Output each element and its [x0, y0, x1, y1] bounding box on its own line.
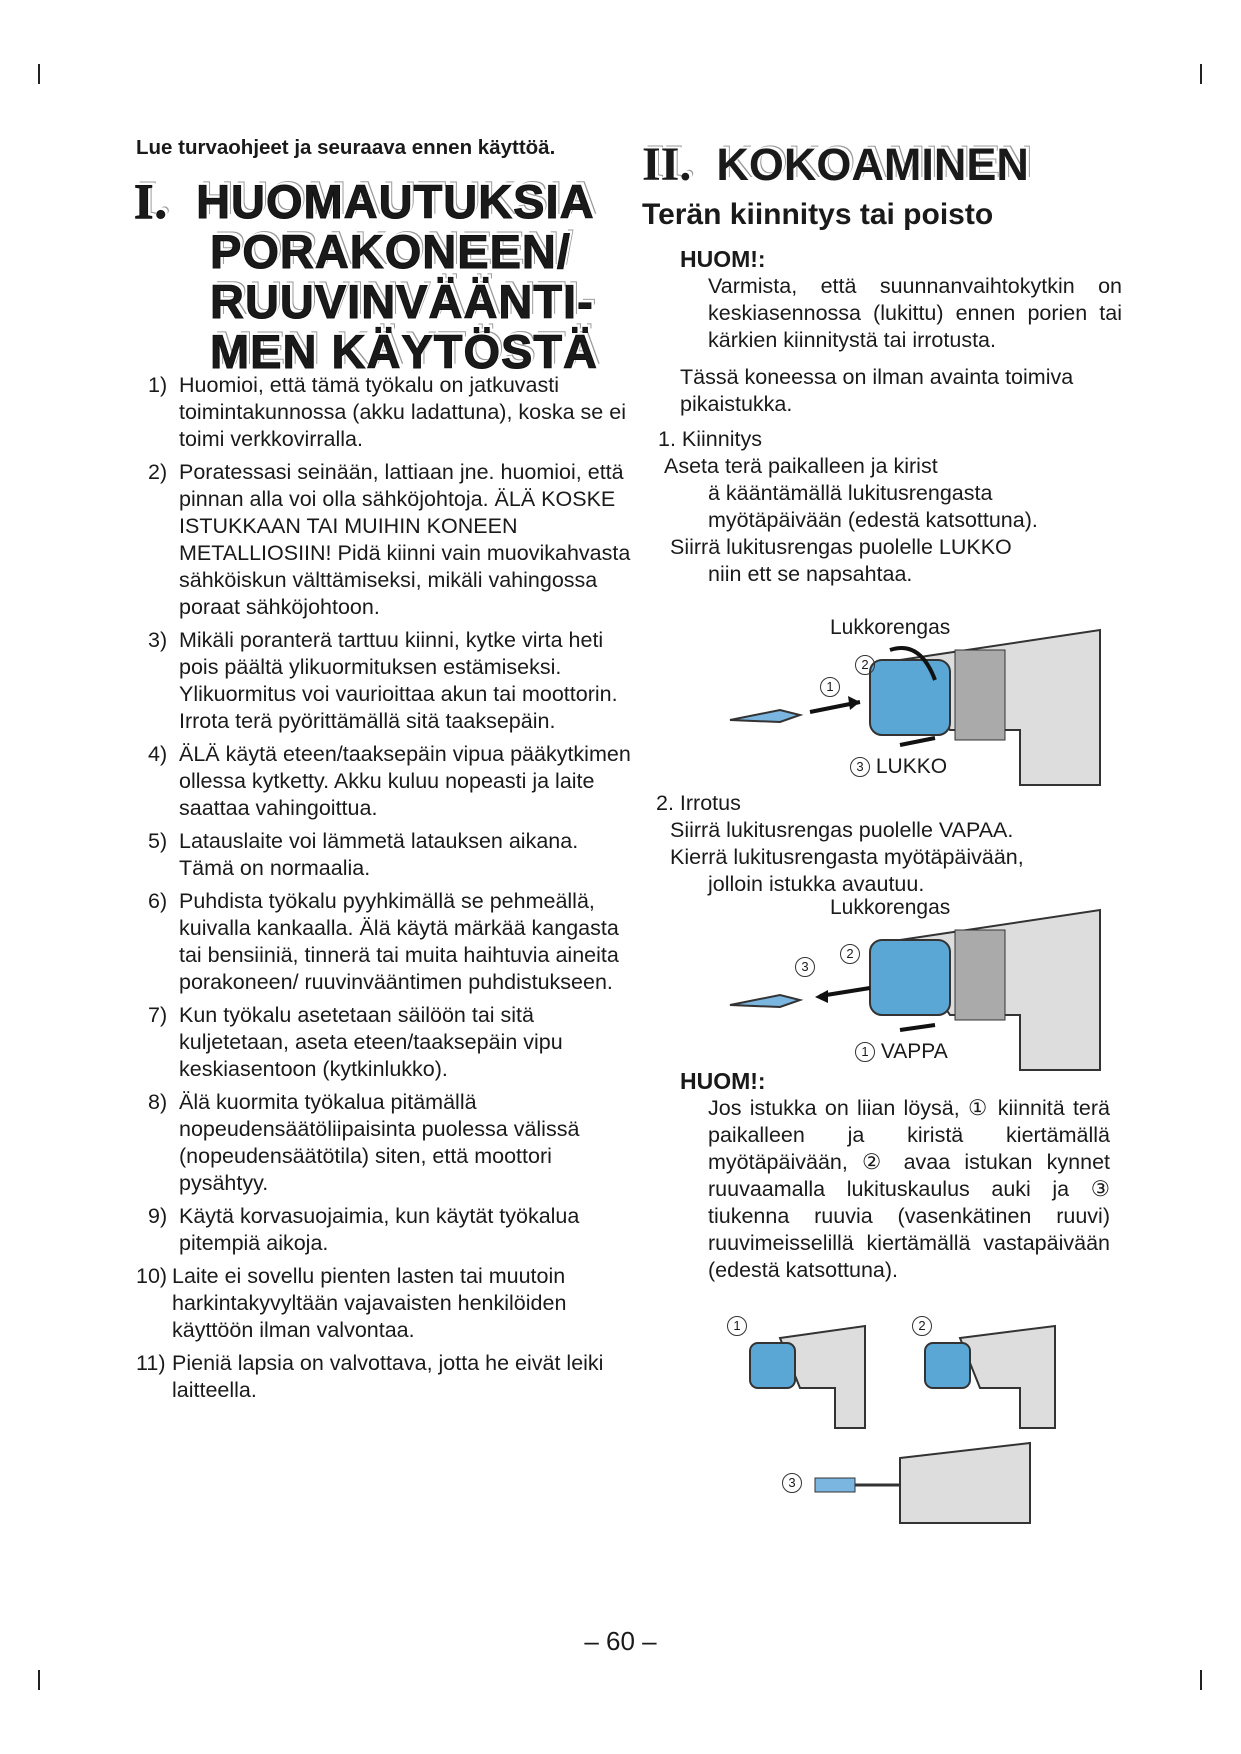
list-item [148, 1002, 638, 1083]
free-text: VAPPA [880, 1040, 948, 1063]
note-text: Varmista, että suunnanvaihtokytkin on keskiasennossa (lukittu) ennen porien tai kärkien kiinnitystä tai irrotusta. [708, 274, 1122, 352]
item-text: Laite ei sovellu pienten lasten tai muutoin harkintakyvyltään vajavaisten henkilöiden käyttöön ilman valvontaa. [172, 1264, 567, 1342]
item-number: 11) [136, 1351, 166, 1375]
note-text: Jos istukka on liian löysä, ① kiinnitä terä paikalleen ja kiristä kiertämällä myötäpäivään, ② avaa istukan kynnet ruuvaamalla lukituskaulus auki ja ③ tiukenna ruuvia (vasenkätinen ruuvi) ruuvimeisselillä kiertämällä vastapäivään (edestä katsottuna). [708, 1096, 1110, 1282]
step-line: Kierrä lukitusrengasta myötäpäivään, [670, 845, 1024, 869]
free-label [855, 1040, 948, 1064]
list-item [148, 741, 638, 822]
list-item [136, 1263, 638, 1344]
drill-chuck-illustration [720, 1318, 1070, 1538]
section2-heading [642, 140, 1122, 190]
list-item [148, 1089, 638, 1197]
figure-remove-bit [720, 896, 1110, 1075]
step-circle-1: 1 [820, 677, 840, 697]
step-line: jolloin istukka avautuu. [708, 872, 925, 896]
step-line: Siirrä lukitusrengas puolelle VAPAA. [670, 818, 1014, 842]
item-text: Pieniä lapsia on valvottava, jotta he eivät leiki laitteella. [172, 1351, 604, 1402]
list-item [148, 888, 638, 996]
crop-mark [1200, 1670, 1202, 1690]
item-text: Kun työkalu asetetaan säilöön tai sitä kuljetetaan, aseta eteen/taaksepäin vipu keskiasentoon (kytkinlukko). [179, 1003, 563, 1081]
list-item [148, 627, 638, 735]
lock-label [850, 755, 947, 779]
item-text: ÄLÄ käytä eteen/taaksepäin vipua pääkytkimen ollessa kytketty. Akku kuluu nopeasti ja laite saattaa vahingoittua. [179, 742, 631, 820]
item-text: Käytä korvasuojaimia, kun käytät työkalua pitempiä aikoja. [179, 1204, 580, 1255]
item-number: 10) [136, 1264, 168, 1288]
list-item [136, 1350, 638, 1404]
item-number: 6) [148, 889, 168, 913]
step-circle-3: 3 [782, 1473, 802, 1493]
crop-mark [1200, 64, 1202, 84]
item-number: 9) [148, 1204, 168, 1228]
item-text: Älä kuormita työkalua pitämällä nopeudensäätöliipaisinta puolessa välissä (nopeudensäätötila) siten, että moottori pysähtyy. [179, 1090, 580, 1195]
step-circle-2: 2 [912, 1316, 932, 1336]
step-line: niin ett se napsahtaa. [708, 562, 913, 586]
item-number: 3) [148, 628, 168, 652]
item-text: Poratessasi seinään, lattiaan jne. huomioi, että pinnan alla voi olla sähköjohtoja. ÄLÄ KOSKE ISTUKKAAN TAI MUIHIN KONEEN METALLIOSIIN! Pidä kiinni vain muovikahvasta sähköiskun välttämiseksi, mikäli vahingossa poraat sähköjohtoon. [179, 460, 631, 619]
crop-mark [38, 64, 40, 84]
step-title: 1. Kiinnitys [658, 427, 762, 451]
step-circle-3: 3 [795, 957, 815, 977]
item-text: Latauslaite voi lämmetä latauksen aikana. Tämä on normaalia. [179, 829, 579, 880]
section2-title: KOKOAMINEN [716, 139, 1029, 190]
figure-attach-bit [720, 616, 1110, 790]
item-number: 7) [148, 1003, 168, 1027]
section1-heading [134, 173, 598, 378]
subsection-title: Terän kiinnitys tai poisto [642, 198, 994, 231]
item-number: 8) [148, 1090, 168, 1114]
step-circle-1: 1 [855, 1042, 875, 1062]
item-text: Huomioi, että tämä työkalu on jatkuvasti toimintakunnossa (akku ladattuna), koska se ei toimi verkkovirralla. [179, 373, 626, 451]
item-text: Puhdista työkalu pyyhkimällä se pehmeällä, kuivalla kankaalla. Älä käytä märkää kangasta tai bensiiniä, tinnerä tai muita haihtuvia aineita porakoneen/ ruuvinvääntimen puhdistukseen. [179, 889, 619, 994]
list-item [148, 828, 638, 882]
note2 [680, 1068, 1110, 1284]
step2 [642, 790, 1122, 898]
step-line: Aseta terä paikalleen ja kirist [664, 454, 938, 478]
section1-numeral: I. [134, 173, 168, 229]
list-item [148, 372, 638, 453]
section1-title-line: MEN KÄYTÖSTÄ [210, 325, 598, 378]
ring-label: Lukkorengas [830, 896, 951, 919]
crop-mark [38, 1670, 40, 1690]
item-number: 4) [148, 742, 168, 766]
ring-label: Lukkorengas [830, 616, 951, 639]
step-line: Siirrä lukitusrengas puolelle LUKKO [670, 535, 1012, 559]
step-title: 2. Irrotus [656, 791, 741, 815]
item-number: 2) [148, 460, 168, 484]
step-line: ä kääntämällä lukitusrengasta myötäpäivään (edestä katsottuna). [708, 481, 1038, 532]
paragraph: Tässä koneessa on ilman avainta toimiva pikaistukka. [680, 365, 1074, 416]
list-item [148, 459, 638, 621]
step-circle-2: 2 [855, 655, 875, 675]
item-text: Mikäli poranterä tarttuu kiinni, kytke virta heti pois päältä ylikuormituksen estämiseksi. Ylikuormitus voi vaurioittaa akun tai moottorin. Irrota terä pyörittämällä sitä taaksepäin. [179, 628, 618, 733]
safety-list [136, 372, 638, 1410]
step-circle-3: 3 [850, 757, 870, 777]
step-circle-2: 2 [840, 944, 860, 964]
note-label: HUOM!: [680, 246, 766, 272]
section1-title-line: HUOMAUTUKSIA [196, 175, 595, 228]
note-label: HUOM!: [680, 1068, 766, 1094]
section1-title-line: RUUVINVÄÄNTI- [210, 275, 594, 328]
section2-numeral: II. [642, 138, 692, 191]
page-number: – 60 – [584, 1626, 657, 1656]
figure-chuck-adjust [720, 1318, 1070, 1538]
list-item [148, 1203, 638, 1257]
lock-text: LUKKO [875, 755, 948, 778]
step-circle-1: 1 [727, 1316, 747, 1336]
section1-title-line: PORAKONEEN/ [210, 225, 571, 278]
item-number: 5) [148, 829, 168, 853]
intro-text: Lue turvaohjeet ja seuraava ennen käyttöä. [136, 136, 556, 159]
assembly-section [642, 140, 1122, 588]
item-number: 1) [148, 373, 168, 397]
